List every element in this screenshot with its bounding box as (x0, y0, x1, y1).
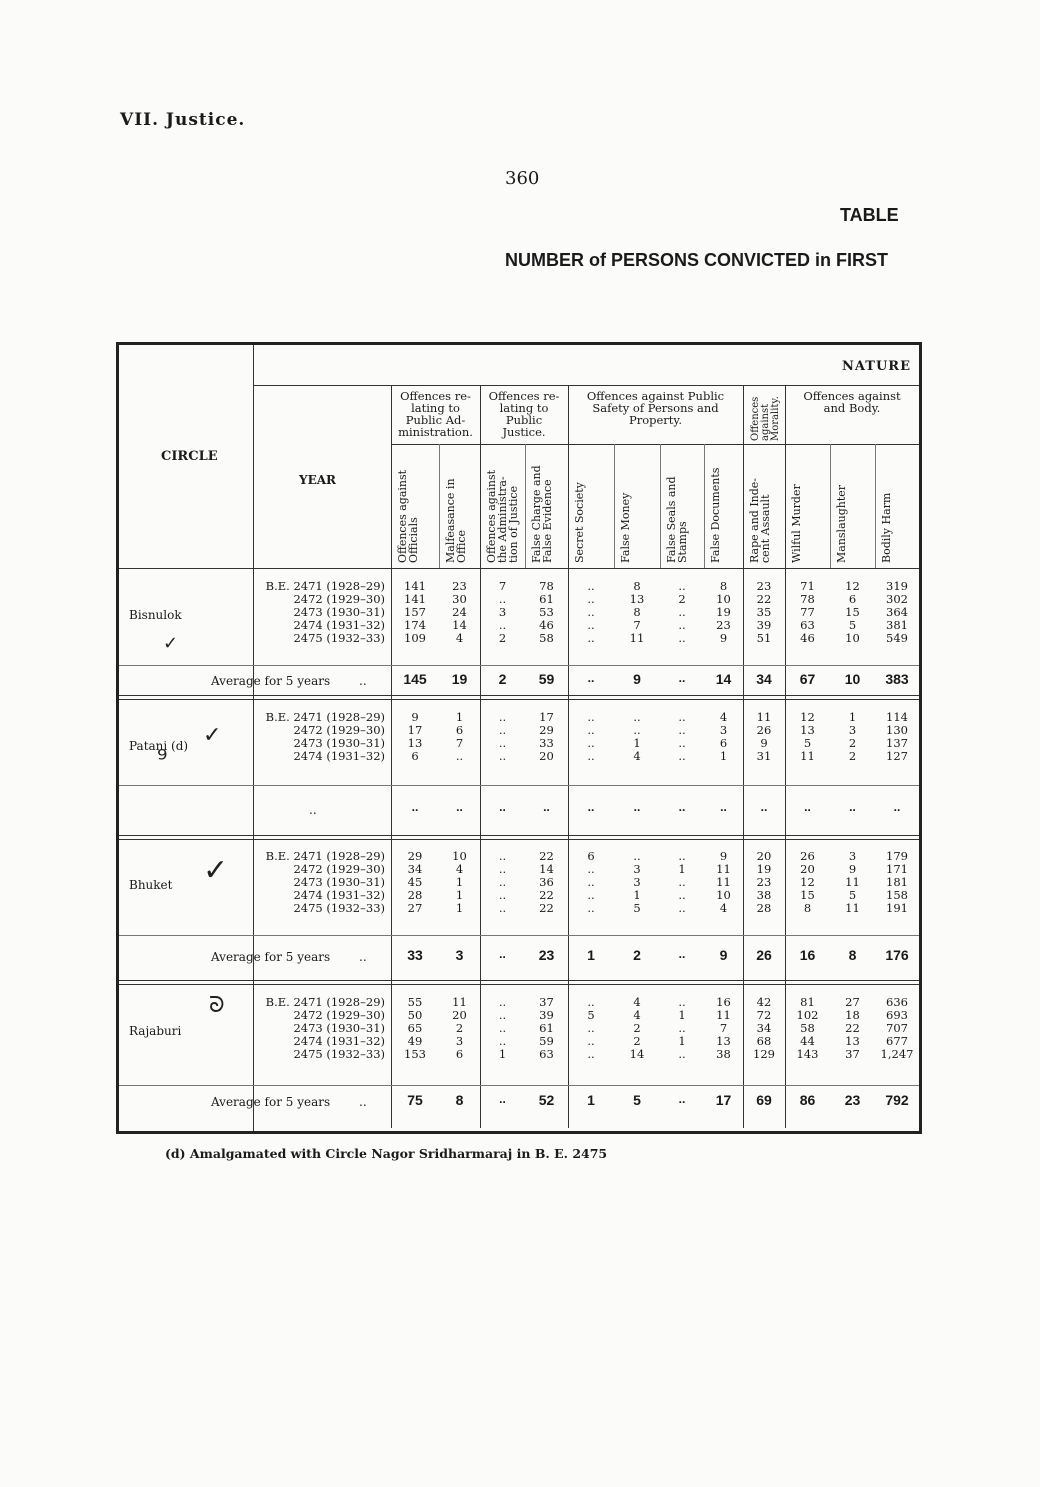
data-cell: 141 141 157 174 109 (404, 579, 426, 645)
average-cell: .. (499, 1092, 506, 1106)
data-cell: 27 18 22 13 37 (845, 995, 860, 1061)
column-header-0: Offences against Officials (396, 469, 420, 563)
column-header-11: Bodily Harm (880, 492, 893, 563)
year-list: B.E. 2471 (1928–29) 2472 (1929–30) 2473 (1930–31) 2474 (1931–32) 2475 (1932–33) (265, 995, 385, 1061)
column-header-1: Malfeasance in Office (444, 478, 468, 563)
average-cell: .. (543, 800, 550, 814)
table-title: NUMBER of PERSONS CONVICTED in FIRST (505, 250, 889, 270)
average-cell: 17 (715, 1092, 732, 1108)
data-cell: 26 20 12 15 8 (800, 849, 815, 915)
average-cell: 5 (633, 1092, 641, 1108)
average-cell: 23 (844, 1092, 861, 1108)
data-cell: 11 26 9 31 (756, 710, 772, 763)
average-cell: 33 (407, 947, 423, 963)
average-cell: 67 (799, 671, 816, 687)
convictions-table (116, 342, 922, 1134)
average-cell: .. (893, 800, 901, 814)
data-cell: 23 22 35 39 51 (756, 579, 772, 645)
average-cell: .. (678, 947, 686, 961)
average-cell: 19 (451, 671, 468, 687)
average-cell: 23 (538, 947, 555, 963)
average-label-dots: .. (359, 674, 367, 688)
data-cell: 6 .. .. .. .. (587, 849, 595, 915)
data-cell: .. 3 3 1 5 (633, 849, 641, 915)
average-cell: 9 (719, 947, 728, 963)
data-cell: 114 130 137 127 (886, 710, 908, 763)
group-header-2: Offences against Public Safety of Persons and Property. (586, 389, 725, 427)
data-cell: 78 61 53 46 58 (539, 579, 554, 645)
average-cell: .. (678, 1092, 686, 1106)
handwritten-mark: ⁹ (157, 745, 168, 775)
average-cell: .. (720, 800, 727, 814)
column-header-6: False Seals and Stamps (665, 476, 689, 563)
average-cell: 2 (498, 671, 507, 687)
average-cell: 16 (799, 947, 816, 963)
data-cell: 17 29 33 20 (539, 710, 554, 763)
data-cell: 9 17 13 6 (407, 710, 423, 763)
data-cell: 1 3 2 2 (848, 710, 857, 763)
year-header: YEAR (299, 473, 336, 487)
handwritten-checkmark: ✓ (203, 723, 222, 748)
average-cell: 792 (885, 1092, 909, 1108)
data-cell: 179 171 181 158 191 (886, 849, 908, 915)
data-cell: .. .. .. .. (587, 710, 595, 763)
average-cell: 75 (407, 1092, 423, 1108)
average-cell: 145 (403, 671, 427, 687)
average-cell: 1 (587, 947, 595, 963)
table-label: TABLE (840, 205, 899, 225)
average-label-dots: .. (359, 1095, 367, 1109)
data-cell: 12 13 5 11 (800, 710, 815, 763)
data-cell: 55 50 65 49 153 (404, 995, 426, 1061)
average-cell: 383 (885, 671, 909, 687)
average-cell: .. (499, 800, 506, 814)
data-cell: 9 11 11 10 4 (716, 849, 731, 915)
average-placeholder: .. (309, 803, 317, 817)
data-cell: 4 4 2 2 14 (629, 995, 645, 1061)
circle-name: Patani (d) (129, 739, 189, 753)
average-cell: 26 (756, 947, 772, 963)
data-cell: 29 34 45 28 27 (407, 849, 423, 915)
data-cell: .. 2 .. .. .. (678, 579, 686, 645)
average-cell: .. (456, 800, 463, 814)
average-label: Average for 5 years (211, 674, 331, 688)
data-cell: .. .. .. .. 1 (498, 995, 507, 1061)
circle-header: CIRCLE (161, 449, 218, 464)
average-cell: 52 (538, 1092, 555, 1108)
average-cell: 59 (538, 671, 555, 687)
data-cell: 20 19 23 38 28 (756, 849, 772, 915)
data-cell: .. 5 .. .. .. (587, 995, 595, 1061)
average-label: Average for 5 years (211, 950, 331, 964)
average-cell: 8 (455, 1092, 464, 1108)
data-cell: 4 3 6 1 (719, 710, 728, 763)
group-header-3: Offences against Morality. (750, 396, 781, 441)
average-cell: .. (633, 800, 641, 814)
average-label-dots: .. (359, 950, 367, 964)
average-cell: 34 (756, 671, 772, 687)
data-cell: 71 78 77 63 46 (800, 579, 815, 645)
column-header-7: False Documents (709, 467, 722, 563)
average-cell: .. (587, 671, 595, 685)
average-cell: 9 (633, 671, 641, 687)
average-cell: 1 (587, 1092, 595, 1108)
average-cell: 14 (715, 671, 732, 687)
year-list: B.E. 2471 (1928–29) 2472 (1929–30) 2473 (1930–31) 2474 (1931–32) 2475 (1932–33) (265, 849, 385, 915)
data-cell: 7 .. 3 .. 2 (498, 579, 507, 645)
data-cell: 16 11 7 13 38 (716, 995, 731, 1061)
handwritten-checkmark: ✓ (203, 853, 229, 888)
data-cell: 12 6 15 5 10 (845, 579, 860, 645)
average-cell: .. (760, 800, 768, 814)
column-header-3: False Charge and False Evidence (530, 465, 554, 563)
average-cell: .. (499, 947, 506, 961)
data-cell: 37 39 61 59 63 (539, 995, 554, 1061)
data-cell: .. .. .. .. .. (587, 579, 595, 645)
data-cell: 81 102 58 44 143 (796, 995, 819, 1061)
data-cell: .. .. 1 4 (633, 710, 641, 763)
data-cell: 8 13 8 7 11 (629, 579, 645, 645)
average-cell: 3 (455, 947, 464, 963)
column-header-4: Secret Society (573, 482, 586, 563)
data-cell: 42 72 34 68 129 (753, 995, 775, 1061)
circle-name: Bisnulok (129, 608, 182, 622)
year-list: B.E. 2471 (1928–29) 2472 (1929–30) 2473 (1930–31) 2474 (1931–32) 2475 (1932–33) (265, 579, 385, 645)
data-cell: 23 30 24 14 4 (452, 579, 467, 645)
circle-name: Rajaburi (129, 1024, 182, 1038)
group-header-0: Offences re- lating to Public Ad- ministration. (398, 389, 473, 439)
column-header-9: Wilful Murder (790, 484, 803, 563)
year-list: B.E. 2471 (1928–29) 2472 (1929–30) 2473 (1930–31) 2474 (1931–32) (265, 710, 385, 763)
data-cell: .. .. .. .. .. (498, 849, 507, 915)
average-cell: 10 (844, 671, 861, 687)
footnote: (d) Amalgamated with Circle Nagor Sridharmaraj in B. E. 2475 (165, 1146, 608, 1161)
average-cell: .. (804, 800, 811, 814)
average-cell: .. (849, 800, 856, 814)
average-cell: .. (411, 800, 419, 814)
average-label: Average for 5 years (211, 1095, 331, 1109)
column-header-5: False Money (619, 492, 632, 563)
data-cell: .. 1 .. 1 .. (678, 995, 686, 1061)
handwritten-mark: ᘐ (209, 993, 225, 1018)
average-cell: 69 (756, 1092, 772, 1108)
average-cell: 8 (848, 947, 857, 963)
average-cell: .. (678, 671, 686, 685)
page-number: 360 (505, 168, 540, 189)
average-cell: .. (678, 800, 686, 814)
group-header-4: Offences against and Body. (803, 389, 901, 415)
average-cell: 86 (799, 1092, 816, 1108)
handwritten-annotation: ✓ (163, 633, 179, 654)
section-heading: VII. Justice. (120, 110, 246, 130)
column-header-8: Rape and Inde- cent Assault (748, 477, 772, 563)
data-cell: 3 9 11 5 11 (845, 849, 860, 915)
data-cell: 11 20 2 3 6 (452, 995, 467, 1061)
data-cell: 8 10 19 23 9 (716, 579, 731, 645)
nature-heading: NATURE (842, 359, 911, 374)
data-cell: .. .. .. .. (678, 710, 686, 763)
data-cell: .. 1 .. .. .. (678, 849, 686, 915)
average-cell: 176 (885, 947, 909, 963)
data-cell: 319 302 364 381 549 (886, 579, 908, 645)
data-cell: .. .. .. .. (498, 710, 507, 763)
average-cell: .. (587, 800, 595, 814)
average-cell: 2 (633, 947, 641, 963)
data-cell: 22 14 36 22 22 (539, 849, 554, 915)
circle-name: Bhuket (129, 878, 173, 892)
group-header-1: Offences re- lating to Public Justice. (488, 389, 560, 439)
data-cell: 10 4 1 1 1 (452, 849, 467, 915)
column-header-10: Manslaughter (835, 484, 848, 563)
data-cell: 636 693 707 677 1,247 (880, 995, 914, 1061)
data-cell: 1 6 7 .. (455, 710, 464, 763)
column-header-2: Offences against the Administra- tion of Justice (485, 469, 520, 563)
